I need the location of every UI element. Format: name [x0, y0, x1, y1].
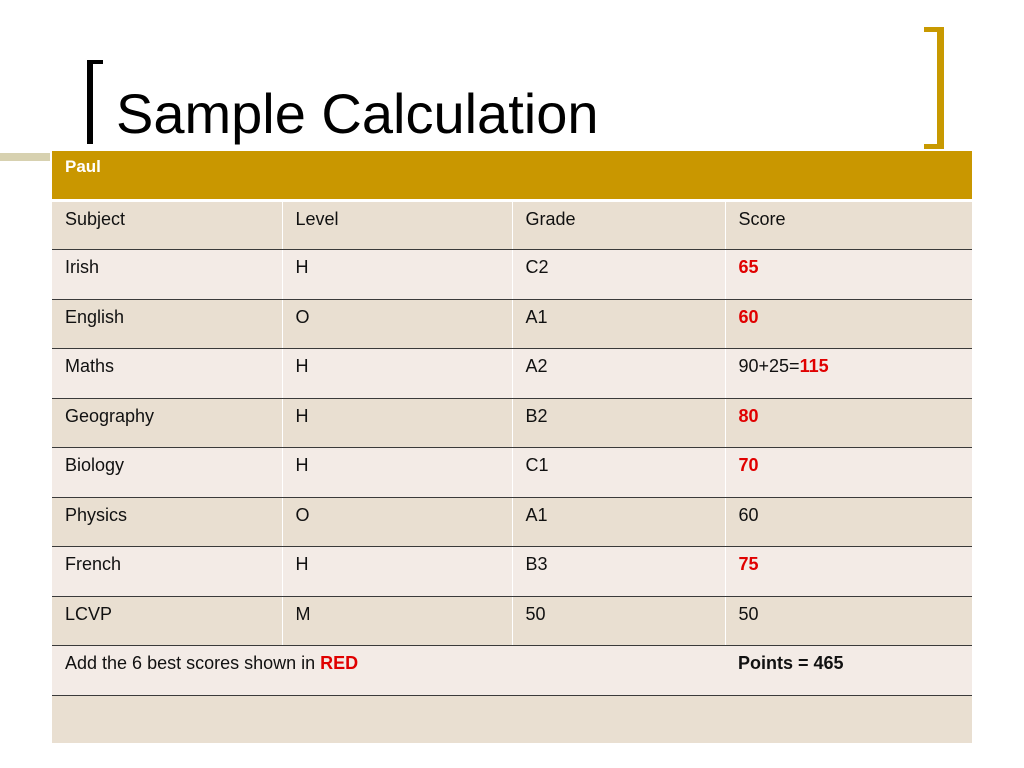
score-value: 65	[738, 257, 759, 277]
grade-cell: B2	[512, 398, 725, 448]
score-value: 115	[799, 356, 829, 376]
grade-cell: B3	[512, 547, 725, 597]
column-header-level: Level	[282, 200, 512, 250]
score-formula: 90+25=	[738, 356, 800, 376]
level-cell: H	[282, 250, 512, 300]
grade-cell: C1	[512, 448, 725, 498]
score-cell	[725, 596, 972, 646]
score-cell	[725, 398, 972, 448]
summary-instruction-text: Add the 6 best scores shown in	[65, 653, 321, 673]
column-header-row	[52, 200, 972, 250]
score-cell	[725, 349, 972, 399]
total-points: Points = 465	[725, 646, 972, 696]
subject-cell: LCVP	[52, 596, 282, 646]
table-row	[52, 448, 972, 498]
grade-cell: 50	[512, 596, 725, 646]
subject-cell: Physics	[52, 497, 282, 547]
table-row	[52, 398, 972, 448]
title-right-bracket	[924, 27, 944, 149]
slide-title: Sample Calculation	[116, 82, 599, 145]
level-cell: O	[282, 299, 512, 349]
table-row	[52, 596, 972, 646]
score-cell	[725, 448, 972, 498]
level-cell: H	[282, 398, 512, 448]
table-row	[52, 547, 972, 597]
table-row	[52, 349, 972, 399]
score-cell	[725, 497, 972, 547]
level-cell: H	[282, 448, 512, 498]
accent-line	[0, 153, 50, 161]
table-row	[52, 299, 972, 349]
grade-cell: C2	[512, 250, 725, 300]
score-value: 60	[738, 306, 759, 327]
score-cell	[725, 250, 972, 300]
subject-cell: Maths	[52, 349, 282, 399]
summary-instruction	[52, 646, 725, 696]
table-row	[52, 250, 972, 300]
column-header-score: Score	[725, 200, 972, 250]
title-left-bracket	[87, 60, 103, 144]
column-header-subject: Subject	[52, 200, 282, 250]
summary-instruction-highlight: RED	[320, 653, 359, 673]
level-cell: M	[282, 596, 512, 646]
subject-cell: French	[52, 547, 282, 597]
score-cell	[725, 547, 972, 597]
score-value: 75	[738, 554, 759, 574]
empty-row	[52, 695, 972, 743]
subject-cell: Biology	[52, 448, 282, 498]
score-value: 70	[738, 455, 759, 475]
grade-cell: A1	[512, 299, 725, 349]
score-cell	[725, 299, 972, 349]
summary-row	[52, 646, 972, 696]
subject-cell: Irish	[52, 250, 282, 300]
table-row	[52, 497, 972, 547]
subject-cell: Geography	[52, 398, 282, 448]
score-value: 50	[738, 603, 759, 624]
level-cell: H	[282, 349, 512, 399]
grade-cell: A2	[512, 349, 725, 399]
student-name: Paul	[52, 151, 972, 200]
score-value: 80	[738, 405, 759, 426]
subject-cell: English	[52, 299, 282, 349]
column-header-grade: Grade	[512, 200, 725, 250]
level-cell: O	[282, 497, 512, 547]
grade-cell: A1	[512, 497, 725, 547]
empty-cell	[52, 695, 972, 743]
level-cell: H	[282, 547, 512, 597]
score-value: 60	[738, 504, 759, 525]
score-table	[52, 151, 972, 743]
table-title-row	[52, 151, 972, 200]
